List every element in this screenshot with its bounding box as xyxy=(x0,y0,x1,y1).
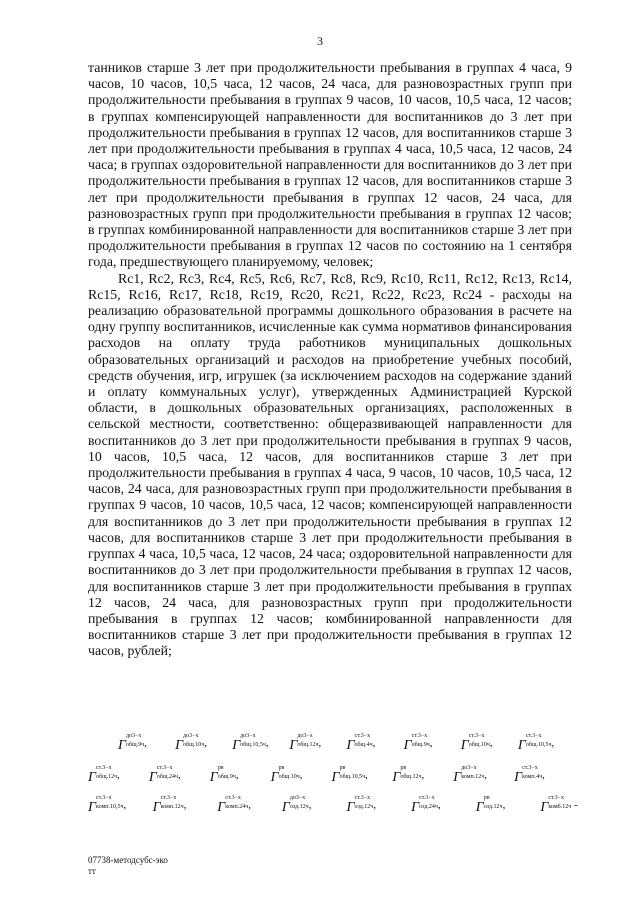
formula-indices xyxy=(419,795,438,810)
formula-letter: Г xyxy=(270,770,279,785)
formula-separator: , xyxy=(502,799,506,811)
formula-letter: Г xyxy=(209,770,218,785)
formula-symbol xyxy=(518,733,554,754)
formula-letter: Г xyxy=(175,738,184,753)
formula-subscript: комб.12ч xyxy=(548,804,572,810)
formula-separator: , xyxy=(144,737,147,749)
formula-letter: Г xyxy=(403,738,412,753)
formula-separator: , xyxy=(204,737,208,749)
formula-indices xyxy=(279,765,300,780)
formula-indices xyxy=(354,795,373,810)
formula-letter: Г xyxy=(152,800,161,815)
formula-symbol xyxy=(217,795,251,816)
formula-superscript: до3−х xyxy=(289,795,306,801)
formula-indices xyxy=(548,795,571,810)
formula-row xyxy=(0,765,640,787)
formula-superscript: до3−х xyxy=(461,765,477,771)
formula-subscript: общ.10ч xyxy=(183,742,205,748)
formula-separator: , xyxy=(373,799,377,811)
formula-symbol xyxy=(332,765,368,786)
formula-superscript: ст.3−х xyxy=(522,765,538,771)
formula-separator: , xyxy=(489,737,493,749)
formula-subscript: общ.9ч xyxy=(125,742,145,748)
formula-indices xyxy=(157,765,178,780)
formula-superscript: рв xyxy=(278,765,285,771)
formula-symbol xyxy=(289,733,321,754)
formula-letter: Г xyxy=(346,800,355,815)
formula-subscript: комп.10,5ч xyxy=(95,804,124,810)
formula-symbol xyxy=(149,765,181,786)
formula-letter: Г xyxy=(289,738,298,753)
formula-subscript: общ.10,5ч xyxy=(525,742,552,748)
formula-symbol xyxy=(514,765,545,786)
formula-letter: Г xyxy=(517,738,526,753)
formula-letter: Г xyxy=(411,800,420,815)
formula-indices xyxy=(400,765,421,780)
formula-indices xyxy=(412,733,430,748)
formula-letter: Г xyxy=(148,770,157,785)
formula-subscript: комп.24ч xyxy=(225,804,249,810)
formula-separator: - xyxy=(571,799,578,811)
body-text xyxy=(88,60,572,660)
formula-letter: Г xyxy=(475,800,484,815)
formula-subscript: общ.12ч xyxy=(400,774,422,780)
formula-letter: Г xyxy=(346,738,355,753)
formula-superscript: ст.3−х xyxy=(95,765,112,771)
formula-superscript: ст.3−х xyxy=(419,795,435,801)
formula-symbol xyxy=(453,765,487,786)
formula-symbol xyxy=(476,795,506,816)
formula-row xyxy=(0,795,640,817)
formula-indices xyxy=(461,765,484,780)
formula-indices xyxy=(297,733,318,748)
formula-subscript: комп.12ч xyxy=(160,804,184,810)
formula-indices xyxy=(218,765,236,780)
formula-symbol xyxy=(210,765,239,786)
formula-separator: , xyxy=(299,769,303,781)
formula-indices xyxy=(484,795,503,810)
formula-superscript: ст.3−х xyxy=(525,733,542,739)
paragraph-rc-definition: Rc1, Rc2, Rc3, Rc4, Rc5, Rc6, Rc7, Rc8, Rc9, Rc10, Rc11, Rc12, Rc13, Rc14, Rc15, Rc16, Rc17, Rc18, Rc19, Rc20, Rc21, Rc22, Rc23, Rc24 - расходы на реализацию образовательной программы дошкольного образования в расчете на одну группу воспитанников, исчисленные как сумма нормативов финансирования расходов на оплату труда работников муниципальных дошкольных образовательных организаций и расходов на приобретение учебных пособий, средств обучения, игр, игрушек (за исключением расходов на содержание зданий и оплату коммунальных услуг), утвержденных Администрацией Курской области, в дошкольных образовательных организациях, расположенных в сельской местности, соответственно: общеразвивающей направленности для воспитанников до 3 лет при продолжительности пребывания в группах 9 часов, 10 часов, 10,5 часа, 12 часов, для воспитанников старше 3 лет при продолжительности пребывания в группах 4 часа, 9 часов, 10 часов, 10,5 часа, 12 часов, 24 часа, для разновозрастных групп при продолжительности пребывания в группах 9 часов, 10 часов, 10,5 часа, 12 часов; компенсирующей направленности для воспитанников до 3 лет при продолжительности пребывания в группах 12 часов, для воспитанников старше 3 лет при продолжительности пребывания в группах 4 часа, 10,5 часа, 12 часов, 24 часа; оздоровительной направленности для воспитанников до 3 лет при продолжительности пребывания в группах 12 часов, для воспитанников старше 3 лет при продолжительности пребывания в группах 12 часов, 24 часа, для разновозрастных групп при продолжительности пребывания в группах 12 часов; комбинированной направленности для воспитанников старше 3 лет при продолжительности пребывания в группах 12 часов, рублей; xyxy=(88,270,572,659)
formula-subscript: общ.10ч xyxy=(278,774,300,780)
formula-indices xyxy=(526,733,552,748)
formula-letter: Г xyxy=(118,738,126,753)
formula-superscript: ст.3−х xyxy=(95,795,112,801)
formula-subscript: общ.24ч xyxy=(156,774,179,780)
formula-symbol xyxy=(88,765,120,786)
formula-letter: Г xyxy=(540,800,549,815)
formula-superscript: до3−х xyxy=(297,733,313,739)
formula-letter: Г xyxy=(281,800,290,815)
formula-superscript: ст.3−х xyxy=(411,733,428,739)
formula-separator: , xyxy=(308,799,312,811)
paragraph-continuation: танников старше 3 лет при продолжительности пребывания в группах 4 часа, 9 часов, 10 часов, 10,5 часа, 12 часов, 24 часа, для разновозрастных групп при продолжительности пребывания в группах 9 часов, 10 часов, 10,5 часа, 12 часов; в группах компенсирующей направленности для воспитанников до 3 лет при продолжительности пребывания в группах 12 часов, для воспитанников старше 3 лет при продолжительности пребывания в группах 4 часа, 10,5 часа, 12 часов, 24 часа; в группах оздоровительной направленности для воспитанников до 3 лет при продолжительности пребывания в группах 12 часов, для воспитанников старше 3 лет при продолжительности пребывания в группах 12 часов, 24 часа, для разновозрастных групп при продолжительности пребывания в группах 12 часов; в группах комбинированной направленности для воспитанников старше 3 лет при продолжительности пребывания в группах 12 часов по состоянию на 1 сентября года, предшествующего планируемому, человек; xyxy=(88,60,572,270)
formula-symbol xyxy=(153,795,187,816)
formula-indices xyxy=(240,733,266,748)
formula-subscript: комп.4ч xyxy=(522,774,543,780)
formula-indices xyxy=(290,795,309,810)
formula-symbol xyxy=(411,795,441,816)
formula-superscript: до3−х xyxy=(240,733,256,739)
formula-symbol xyxy=(232,733,268,754)
formula-superscript: ст.3−х xyxy=(354,795,371,801)
formula-letter: Г xyxy=(88,770,96,785)
formula-superscript: рв xyxy=(483,795,490,801)
formula-superscript: ст.3−х xyxy=(354,733,371,739)
formula-separator: , xyxy=(421,769,425,781)
formula-indices xyxy=(225,795,248,810)
formula-letter: Г xyxy=(392,770,401,785)
formula-letter: Г xyxy=(232,738,241,753)
formula-indices xyxy=(183,733,204,748)
formula-symbol xyxy=(347,733,376,754)
formula-indices xyxy=(161,795,184,810)
formula-superscript: ст.3−х xyxy=(548,795,565,801)
formula-indices xyxy=(126,733,144,748)
formula-indices xyxy=(339,765,365,780)
formula-superscript: ст.3−х xyxy=(468,733,485,739)
formula-indices xyxy=(522,765,542,780)
formula-symbol xyxy=(118,733,147,754)
formula-subscript: общ.12ч xyxy=(95,774,118,780)
formula-symbol xyxy=(540,795,577,816)
formula-superscript: ст.3−х xyxy=(156,765,173,771)
formula-superscript: ст.3−х xyxy=(160,795,177,801)
formula-separator: , xyxy=(117,769,120,781)
formula-subscript: общ.10ч xyxy=(468,742,490,748)
formula-separator: , xyxy=(429,737,433,749)
formula-separator: , xyxy=(183,799,187,811)
formula-row xyxy=(0,733,640,755)
formula-superscript: до3−х xyxy=(183,733,199,739)
formula-symbol xyxy=(271,765,303,786)
formula-separator: , xyxy=(265,737,269,749)
formula-superscript: ст.3−х xyxy=(225,795,241,801)
formula-separator: , xyxy=(372,737,376,749)
formula-superscript: рв xyxy=(217,765,224,771)
formula-superscript: до3−х xyxy=(125,733,142,739)
formula-separator: , xyxy=(178,769,181,781)
formula-symbol xyxy=(282,795,312,816)
formula-subscript: общ.4ч xyxy=(354,742,373,748)
formula-subscript: озд.12ч xyxy=(289,804,309,810)
formula-subscript: общ.10,5ч xyxy=(240,742,266,748)
formula-subscript: общ.9ч xyxy=(411,742,430,748)
formula-symbol xyxy=(404,733,433,754)
formula-subscript: озд.12ч xyxy=(483,804,503,810)
formula-letter: Г xyxy=(460,738,469,753)
formula-symbol xyxy=(175,733,207,754)
formula-indices xyxy=(96,795,124,810)
formula-symbol xyxy=(392,765,424,786)
formula-superscript: рв xyxy=(400,765,407,771)
formula-subscript: озд.12ч xyxy=(354,804,374,810)
formula-separator: , xyxy=(551,737,555,749)
formula-subscript: озд.24ч xyxy=(419,804,438,810)
formula-superscript: рв xyxy=(339,765,346,771)
formula-subscript: комп.12ч xyxy=(461,774,485,780)
footer-initials: тт xyxy=(88,866,96,876)
formula-symbol xyxy=(88,795,126,816)
formula-separator: , xyxy=(235,769,239,781)
formula-separator: , xyxy=(437,799,441,811)
formula-letter: Г xyxy=(453,770,462,785)
formula-indices xyxy=(469,733,490,748)
formula-subscript: общ.12ч xyxy=(297,742,319,748)
formula-letter: Г xyxy=(331,770,340,785)
page-number: 3 xyxy=(317,34,323,48)
formula-indices xyxy=(96,765,117,780)
formula-subscript: общ.10,5ч xyxy=(339,774,366,780)
formula-separator: , xyxy=(365,769,368,781)
formula-separator: , xyxy=(248,799,251,811)
formula-letter: Г xyxy=(514,770,523,785)
formula-indices xyxy=(354,733,372,748)
formula-separator: , xyxy=(123,799,127,811)
footer-doc-code: 07738-методсубс-эко xyxy=(88,855,168,865)
footer xyxy=(88,855,168,877)
formula-separator: , xyxy=(318,737,322,749)
formula-subscript: общ.9ч xyxy=(217,774,236,780)
formula-separator: , xyxy=(484,769,487,781)
formula-letter: Г xyxy=(88,800,96,815)
formula-separator: , xyxy=(542,769,545,781)
formula-letter: Г xyxy=(217,800,226,815)
formula-symbol xyxy=(347,795,377,816)
formula-symbol xyxy=(461,733,493,754)
